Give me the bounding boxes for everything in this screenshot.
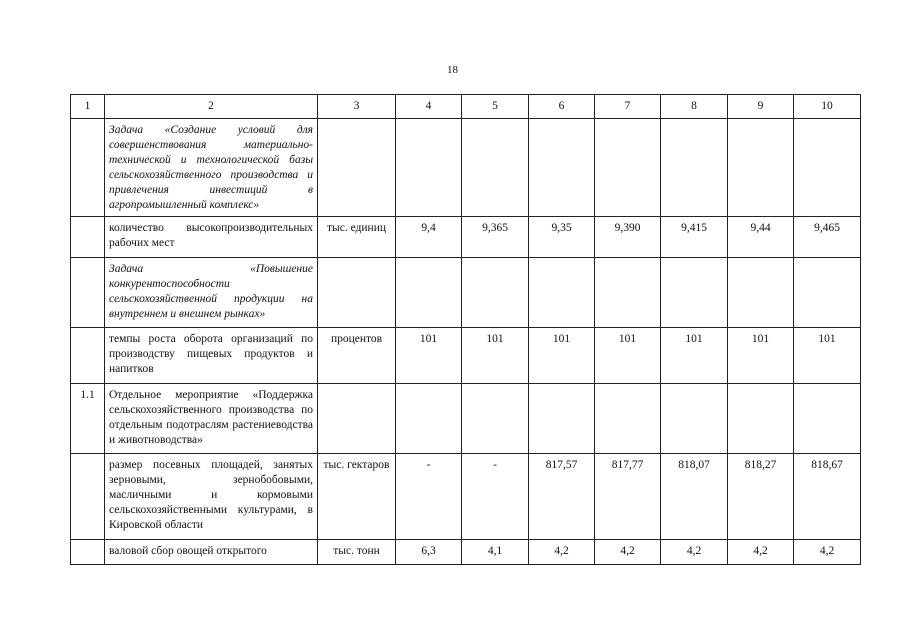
task-title: Задача «Создание условий для совершенствования материально-технической и технологической базы сельскохозяйственного производства и привлечения инвестиций в агропромышленный комплекс» <box>105 119 318 217</box>
table-row <box>71 258 861 328</box>
page-number: 18 <box>447 64 458 76</box>
row-number <box>71 217 105 258</box>
value-cell: 6,3 <box>396 540 462 565</box>
value-cell <box>462 119 529 217</box>
value-cell: 9,44 <box>728 217 794 258</box>
value-cell: 4,2 <box>728 540 794 565</box>
value-cell: 818,07 <box>661 454 728 540</box>
value-cell <box>396 258 462 328</box>
header-cell: 2 <box>105 95 318 119</box>
value-cell: 4,2 <box>595 540 661 565</box>
row-number <box>71 258 105 328</box>
value-cell: 9,415 <box>661 217 728 258</box>
value-cell <box>794 258 861 328</box>
value-cell <box>529 384 595 454</box>
header-cell: 4 <box>396 95 462 119</box>
value-cell: 4,2 <box>661 540 728 565</box>
value-cell: 101 <box>396 328 462 384</box>
value-cell <box>595 258 661 328</box>
header-cell: 10 <box>794 95 861 119</box>
unit-cell <box>318 258 396 328</box>
value-cell <box>728 119 794 217</box>
header-cell: 3 <box>318 95 396 119</box>
value-cell: 101 <box>794 328 861 384</box>
header-cell: 6 <box>529 95 595 119</box>
row-number: 1.1 <box>71 384 105 454</box>
row-number <box>71 540 105 565</box>
indicator-name: размер посевных площадей, занятых зерновыми, зернобобовыми, масличными и кормовыми сельскохозяйственными культурами, в Кировской области <box>105 454 318 540</box>
value-cell: 4,2 <box>529 540 595 565</box>
value-cell <box>794 384 861 454</box>
indicator-name: количество высокопроизводительных рабочих мест <box>105 217 318 258</box>
value-cell: - <box>462 454 529 540</box>
value-cell <box>661 258 728 328</box>
indicator-name: валовой сбор овощей открытого <box>105 540 318 565</box>
measure-title: Отдельное мероприятие «Поддержка сельскохозяйственного производства по отдельным подотраслям растениеводства и животноводства» <box>105 384 318 454</box>
value-cell <box>529 258 595 328</box>
header-cell: 1 <box>71 95 105 119</box>
value-cell: 4,2 <box>794 540 861 565</box>
row-number <box>71 454 105 540</box>
value-cell: 818,27 <box>728 454 794 540</box>
value-cell <box>661 384 728 454</box>
value-cell: 101 <box>529 328 595 384</box>
unit-cell: тыс. тонн <box>318 540 396 565</box>
unit-cell: тыс. гектаров <box>318 454 396 540</box>
indicator-name: темпы роста оборота организаций по производству пищевых продуктов и напитков <box>105 328 318 384</box>
value-cell <box>728 384 794 454</box>
table-row <box>71 328 861 384</box>
value-cell <box>728 258 794 328</box>
table-row <box>71 384 861 454</box>
value-cell: 9,365 <box>462 217 529 258</box>
value-cell: 9,465 <box>794 217 861 258</box>
value-cell <box>595 119 661 217</box>
value-cell: 817,57 <box>529 454 595 540</box>
indicators-table <box>70 94 861 565</box>
header-cell: 5 <box>462 95 529 119</box>
value-cell: 101 <box>728 328 794 384</box>
header-cell: 8 <box>661 95 728 119</box>
table-row <box>71 540 861 565</box>
unit-cell: тыс. единиц <box>318 217 396 258</box>
value-cell: 101 <box>462 328 529 384</box>
unit-cell <box>318 119 396 217</box>
value-cell <box>529 119 595 217</box>
value-cell: 101 <box>661 328 728 384</box>
row-number <box>71 119 105 217</box>
value-cell: 101 <box>595 328 661 384</box>
value-cell <box>595 384 661 454</box>
task-title: Задача «Повышение конкурентоспособности сельскохозяйственной продукции на внутреннем и внешнем рынках» <box>105 258 318 328</box>
table-row <box>71 454 861 540</box>
header-row <box>71 95 861 119</box>
value-cell <box>396 384 462 454</box>
value-cell <box>396 119 462 217</box>
header-cell: 7 <box>595 95 661 119</box>
header-cell: 9 <box>728 95 794 119</box>
unit-cell: процентов <box>318 328 396 384</box>
value-cell: 9,390 <box>595 217 661 258</box>
value-cell: 9,35 <box>529 217 595 258</box>
value-cell <box>661 119 728 217</box>
value-cell: 4,1 <box>462 540 529 565</box>
table-row <box>71 119 861 217</box>
value-cell: 817,77 <box>595 454 661 540</box>
value-cell: 9,4 <box>396 217 462 258</box>
table-row <box>71 217 861 258</box>
value-cell <box>462 258 529 328</box>
unit-cell <box>318 384 396 454</box>
value-cell <box>794 119 861 217</box>
value-cell: - <box>396 454 462 540</box>
value-cell <box>462 384 529 454</box>
row-number <box>71 328 105 384</box>
value-cell: 818,67 <box>794 454 861 540</box>
